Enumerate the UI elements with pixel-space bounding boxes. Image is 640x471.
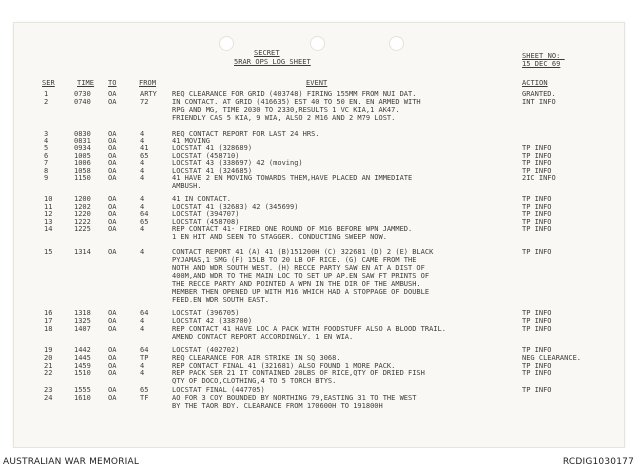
row-from: 4 (140, 130, 145, 138)
row-ser: 22 (44, 369, 53, 377)
row-event: AO FOR 3 COY BOUNDED BY NORTHING 79,EASTING 31 TO THE WEST BY THE TAOR BDY. CLEARANCE FROM 170600H TO 191800H (172, 394, 417, 410)
column-header-from: FROM (139, 79, 157, 87)
row-ser: 7 (44, 159, 49, 167)
row-from: 64 (140, 309, 149, 317)
row-from: TP (140, 354, 149, 362)
sheet-number: SHEET NO: (522, 52, 565, 60)
classification-heading: SECRET (254, 49, 280, 57)
row-to: OA (108, 248, 117, 256)
row-to: OA (108, 346, 117, 354)
row-event: LOCSTAT 41 (328689) (172, 144, 253, 152)
row-action: TP INFO (522, 159, 552, 167)
row-to: OA (108, 203, 117, 211)
log-sheet (13, 22, 625, 448)
row-ser: 12 (44, 210, 53, 218)
row-to: OA (108, 159, 117, 167)
row-action: TP INFO (522, 203, 552, 211)
row-action: TP INFO (522, 309, 552, 317)
row-time: 1200 (74, 195, 91, 203)
row-ser: 9 (44, 174, 49, 182)
row-time: 1005 (74, 152, 91, 160)
row-time: 1314 (74, 248, 91, 256)
row-event: LOCSTAT (458708) (172, 218, 240, 226)
row-from: 4 (140, 167, 145, 175)
row-from: 4 (140, 369, 145, 377)
row-event: LOCSTAT (458710) (172, 152, 240, 160)
row-to: OA (108, 394, 117, 402)
row-event: REP CONTACT 41 HAVE LOC A PACK WITH FOODSTUFF ALSO A BLOOD TRAIL. AMEND CONTACT REPORT ACCORDINGLY. 1 EN WIA. (172, 325, 446, 341)
row-from: 64 (140, 210, 149, 218)
archive-reference: RCDIG1030177 (562, 457, 634, 467)
row-to: OA (108, 167, 117, 175)
row-ser: 14 (44, 225, 53, 233)
row-from: 65 (140, 218, 149, 226)
row-event: REQ CLEARANCE FOR AIR STRIKE IN SQ 3068. (172, 354, 341, 362)
row-event: LOCSTAT 42 (338700) (172, 317, 253, 325)
row-to: OA (108, 218, 117, 226)
row-to: OA (108, 317, 117, 325)
row-time: 0934 (74, 144, 91, 152)
sheet-date: 15 DEC 69 (522, 60, 561, 68)
row-ser: 19 (44, 346, 53, 354)
column-header-action: ACTION (522, 79, 548, 87)
row-action: TP INFO (522, 369, 552, 377)
archive-footer (0, 448, 640, 471)
row-from: 4 (140, 362, 145, 370)
row-time: 1202 (74, 203, 91, 211)
row-action: TP INFO (522, 325, 552, 333)
row-from: 41 (140, 144, 149, 152)
row-event: CONTACT REPORT 41 (A) 41 (B)151200H (C) 322681 (D) 2 (E) BLACK PYJAMAS,1 SMG (F) 15LB TO 20 LB OF RICE. (G) CAME FROM THE NOTH AND WDR SOUTH WEST. (H) RECCE PARTY SAW EN AT A DIST OF 400M,AND WDR TO THE MAIN LOC TO SET UP AP.EN SAW FT PRINTS OF THE RECCE PARTY AND POINTED A WPN IN THE DIR OF THE AMBUSH. MEMBER THEN OPENED UP WITH M16 WHICH HAD A STOPPAGE OF DOUBLE FEED.EN WDR SOUTH EAST. (172, 248, 434, 304)
row-time: 1555 (74, 386, 91, 394)
row-action: 2IC INFO (522, 174, 556, 182)
row-action: TP INFO (522, 248, 552, 256)
row-to: OA (108, 130, 117, 138)
row-ser: 1 (44, 90, 49, 98)
row-event: REP PACK SER 21 IT CONTAINED 20LBS OF RICE,QTY OF DRIED FISH QTY OF DOCO,CLOTHING,4 TO 5 TORCH BTYS. (172, 369, 425, 385)
archive-name: AUSTRALIAN WAR MEMORIAL (3, 457, 140, 467)
row-event: IN CONTACT. AT GRID (416635) EST 40 TO 50 EN. EN ARMED WITH RPG AND MG, TIME 2030 TO 2330,RESULTS 1 VC KIA,1 AK47. FRIENDLY CAS 5 KIA, 9 WIA, ALSO 2 M16 AND 2 M79 LOST. (172, 98, 421, 122)
row-to: OA (108, 137, 117, 145)
row-ser: 24 (44, 394, 53, 402)
row-event: REQ CONTACT REPORT FOR LAST 24 HRS. (172, 130, 320, 138)
punch-hole (389, 36, 404, 51)
row-action: TP INFO (522, 218, 552, 226)
row-from: 4 (140, 159, 145, 167)
row-to: OA (108, 225, 117, 233)
row-action: TP INFO (522, 195, 552, 203)
row-from: 65 (140, 386, 149, 394)
row-event: REP CONTACT FINAL 41 (321681) ALSO FOUND 1 MORE PACK. (172, 362, 396, 370)
row-from: 4 (140, 248, 145, 256)
row-to: OA (108, 98, 117, 106)
row-time: 1459 (74, 362, 91, 370)
row-time: 0831 (74, 137, 91, 145)
row-from: 4 (140, 195, 145, 203)
row-ser: 16 (44, 309, 53, 317)
row-event: 41 IN CONTACT. (172, 195, 232, 203)
row-from: 72 (140, 98, 149, 106)
row-to: OA (108, 174, 117, 182)
row-to: OA (108, 354, 117, 362)
row-ser: 13 (44, 218, 53, 226)
row-time: 1150 (74, 174, 91, 182)
sheet-title: 5RAR OPS LOG SHEET (234, 58, 311, 66)
row-to: OA (108, 369, 117, 377)
row-event: 41 HAVE 2 EN MOVING TOWARDS THEM,HAVE PLACED AN IMMEDIATE AMBUSH. (172, 174, 413, 190)
row-event: LOCSTAT (396705) (172, 309, 240, 317)
row-to: OA (108, 152, 117, 160)
row-action: TP INFO (522, 225, 552, 233)
row-ser: 17 (44, 317, 53, 325)
row-ser: 4 (44, 137, 49, 145)
row-time: 1445 (74, 354, 91, 362)
row-time: 1325 (74, 317, 91, 325)
row-action: NEG CLEARANCE. (522, 354, 582, 362)
row-from: 4 (140, 203, 145, 211)
row-to: OA (108, 195, 117, 203)
row-action: TP INFO (522, 386, 552, 394)
row-ser: 15 (44, 248, 53, 256)
row-ser: 5 (44, 144, 49, 152)
row-time: 1058 (74, 167, 91, 175)
row-time: 1610 (74, 394, 91, 402)
row-time: 1510 (74, 369, 91, 377)
row-to: OA (108, 386, 117, 394)
row-event: REQ CLEARANCE FOR GRID (403748) FIRING 155MM FROM NUI DAT. (172, 90, 417, 98)
row-ser: 3 (44, 130, 49, 138)
row-event: LOCSTAT 41 (324685) (172, 167, 253, 175)
row-to: OA (108, 362, 117, 370)
row-time: 1442 (74, 346, 91, 354)
row-time: 1318 (74, 309, 91, 317)
row-ser: 18 (44, 325, 53, 333)
row-from: 4 (140, 317, 145, 325)
row-time: 0740 (74, 98, 91, 106)
row-time: 1225 (74, 225, 91, 233)
row-event: LOCSTAT (394707) (172, 210, 240, 218)
row-from: 65 (140, 152, 149, 160)
row-action: GRANTED. (522, 90, 556, 98)
row-time: 0830 (74, 130, 91, 138)
row-event: 41 MOVING (172, 137, 210, 145)
row-event: LOCSTAT 43 (338697) 42 (moving) (172, 159, 303, 167)
row-action: TP INFO (522, 362, 552, 370)
punch-hole (219, 36, 234, 51)
row-time: 1407 (74, 325, 91, 333)
row-ser: 21 (44, 362, 53, 370)
column-header-to: TO (108, 79, 117, 87)
row-action: TP INFO (522, 144, 552, 152)
row-to: OA (108, 325, 117, 333)
row-to: OA (108, 309, 117, 317)
row-ser: 2 (44, 98, 49, 106)
row-action: TP INFO (522, 152, 552, 160)
row-from: 4 (140, 325, 145, 333)
row-action: TP INFO (522, 317, 552, 325)
row-time: 1222 (74, 218, 91, 226)
row-from: TF (140, 394, 149, 402)
row-ser: 23 (44, 386, 53, 394)
row-action: TP INFO (522, 167, 552, 175)
row-to: OA (108, 90, 117, 98)
row-action: TP INFO (522, 210, 552, 218)
row-event: LOCSTAT 41 (32683) 42 (345699) (172, 203, 299, 211)
column-header-time: TIME (77, 79, 95, 87)
row-ser: 6 (44, 152, 49, 160)
column-header-event: EVENT (306, 79, 328, 87)
row-time: 1006 (74, 159, 91, 167)
row-time: 1220 (74, 210, 91, 218)
row-ser: 8 (44, 167, 49, 175)
row-event: REP CONTACT 41- FIRED ONE ROUND OF M16 BEFORE WPN JAMMED. 1 EN HIT AND SEEN TO STAGGER. CONDUCTING SWEEP NOW. (172, 225, 413, 241)
row-event: LOCSTAT FINAL (447705) (172, 386, 265, 394)
row-from: 4 (140, 225, 145, 233)
row-ser: 11 (44, 203, 53, 211)
row-time: 0730 (74, 90, 91, 98)
row-action: INT INFO (522, 98, 556, 106)
row-to: OA (108, 144, 117, 152)
column-header-ser: SER (42, 79, 55, 87)
punch-hole (310, 36, 325, 51)
row-ser: 10 (44, 195, 53, 203)
row-from: 4 (140, 137, 145, 145)
row-to: OA (108, 210, 117, 218)
row-event: LOCSTAT (402702) (172, 346, 240, 354)
row-from: 4 (140, 174, 145, 182)
row-action: TP INFO (522, 346, 552, 354)
row-ser: 20 (44, 354, 53, 362)
row-from: 64 (140, 346, 149, 354)
row-from: ARTY (140, 90, 157, 98)
